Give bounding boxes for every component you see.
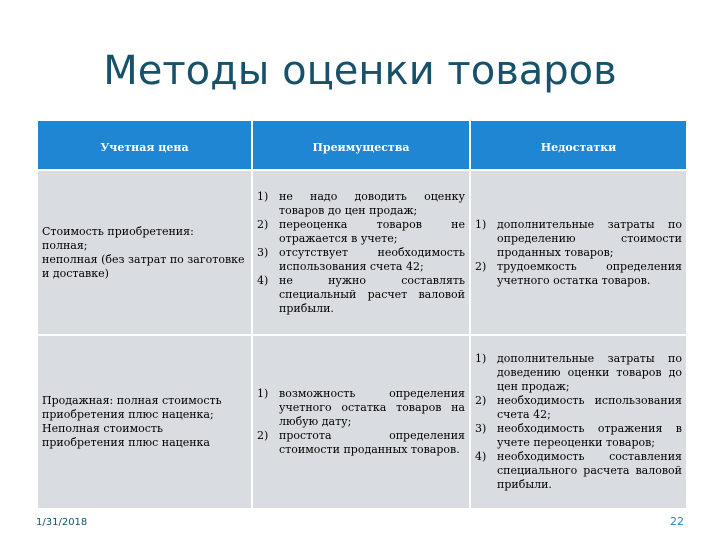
advantages-cell (253, 171, 469, 334)
header-disadvantages: Недостатки (471, 121, 686, 169)
table-row (38, 171, 686, 334)
list-item: 1) дополнительные затраты по доведению оценки товаров до цен продаж; (475, 352, 682, 393)
list-item: 4) не нужно составлять специальный расчет валовой прибыли. (257, 273, 465, 315)
header-price: Учетная цена (38, 121, 251, 169)
page-number: 22 (670, 515, 684, 528)
slide-title: Методы оценки товаров (103, 48, 617, 94)
disadvantages-list (475, 352, 682, 492)
list-item: 4) необходимость составления специального расчета валовой прибыли. (475, 450, 682, 491)
header-advantages: Преимущества (253, 121, 469, 169)
price-cell (38, 336, 251, 508)
list-item: 1) возможность определения учетного остатка товаров на любую дату; (257, 387, 465, 428)
list-item: 2) необходимость использования счета 42; (475, 394, 682, 421)
price-cell (38, 171, 251, 334)
disadvantages-list (475, 218, 682, 288)
list-item: 3) необходимость отражения в учете переоценки товаров; (475, 422, 682, 449)
list-item: 1) дополнительные затраты по определению стоимости проданных товаров; (475, 217, 682, 259)
list-item: 2) переоценка товаров не отражается в учете; (257, 217, 465, 245)
disadvantages-cell (471, 336, 686, 508)
methods-table (36, 119, 688, 510)
footer-date: 1/31/2018 (36, 517, 88, 528)
advantages-list (257, 190, 465, 316)
table-header-row (38, 121, 686, 169)
price-text: Стоимость приобретения: полная; неполная (без затрат по заготовке и доставке) (42, 224, 245, 280)
list-item: 2) трудоемкость определения учетного остатка товаров. (475, 259, 682, 287)
table-row (38, 336, 686, 508)
list-item: 1) не надо доводить оценку товаров до цен продаж; (257, 189, 465, 217)
disadvantages-cell (471, 171, 686, 334)
advantages-cell (253, 336, 469, 508)
advantages-list (257, 387, 465, 457)
list-item: 3) отсутствует необходимость использования счета 42; (257, 245, 465, 273)
price-text: Продажная: полная стоимость приобретения плюс наценка; Неполная стоимость приобретения плюс наценка (42, 394, 222, 449)
list-item: 2) простота определения стоимости проданных товаров. (257, 429, 465, 456)
